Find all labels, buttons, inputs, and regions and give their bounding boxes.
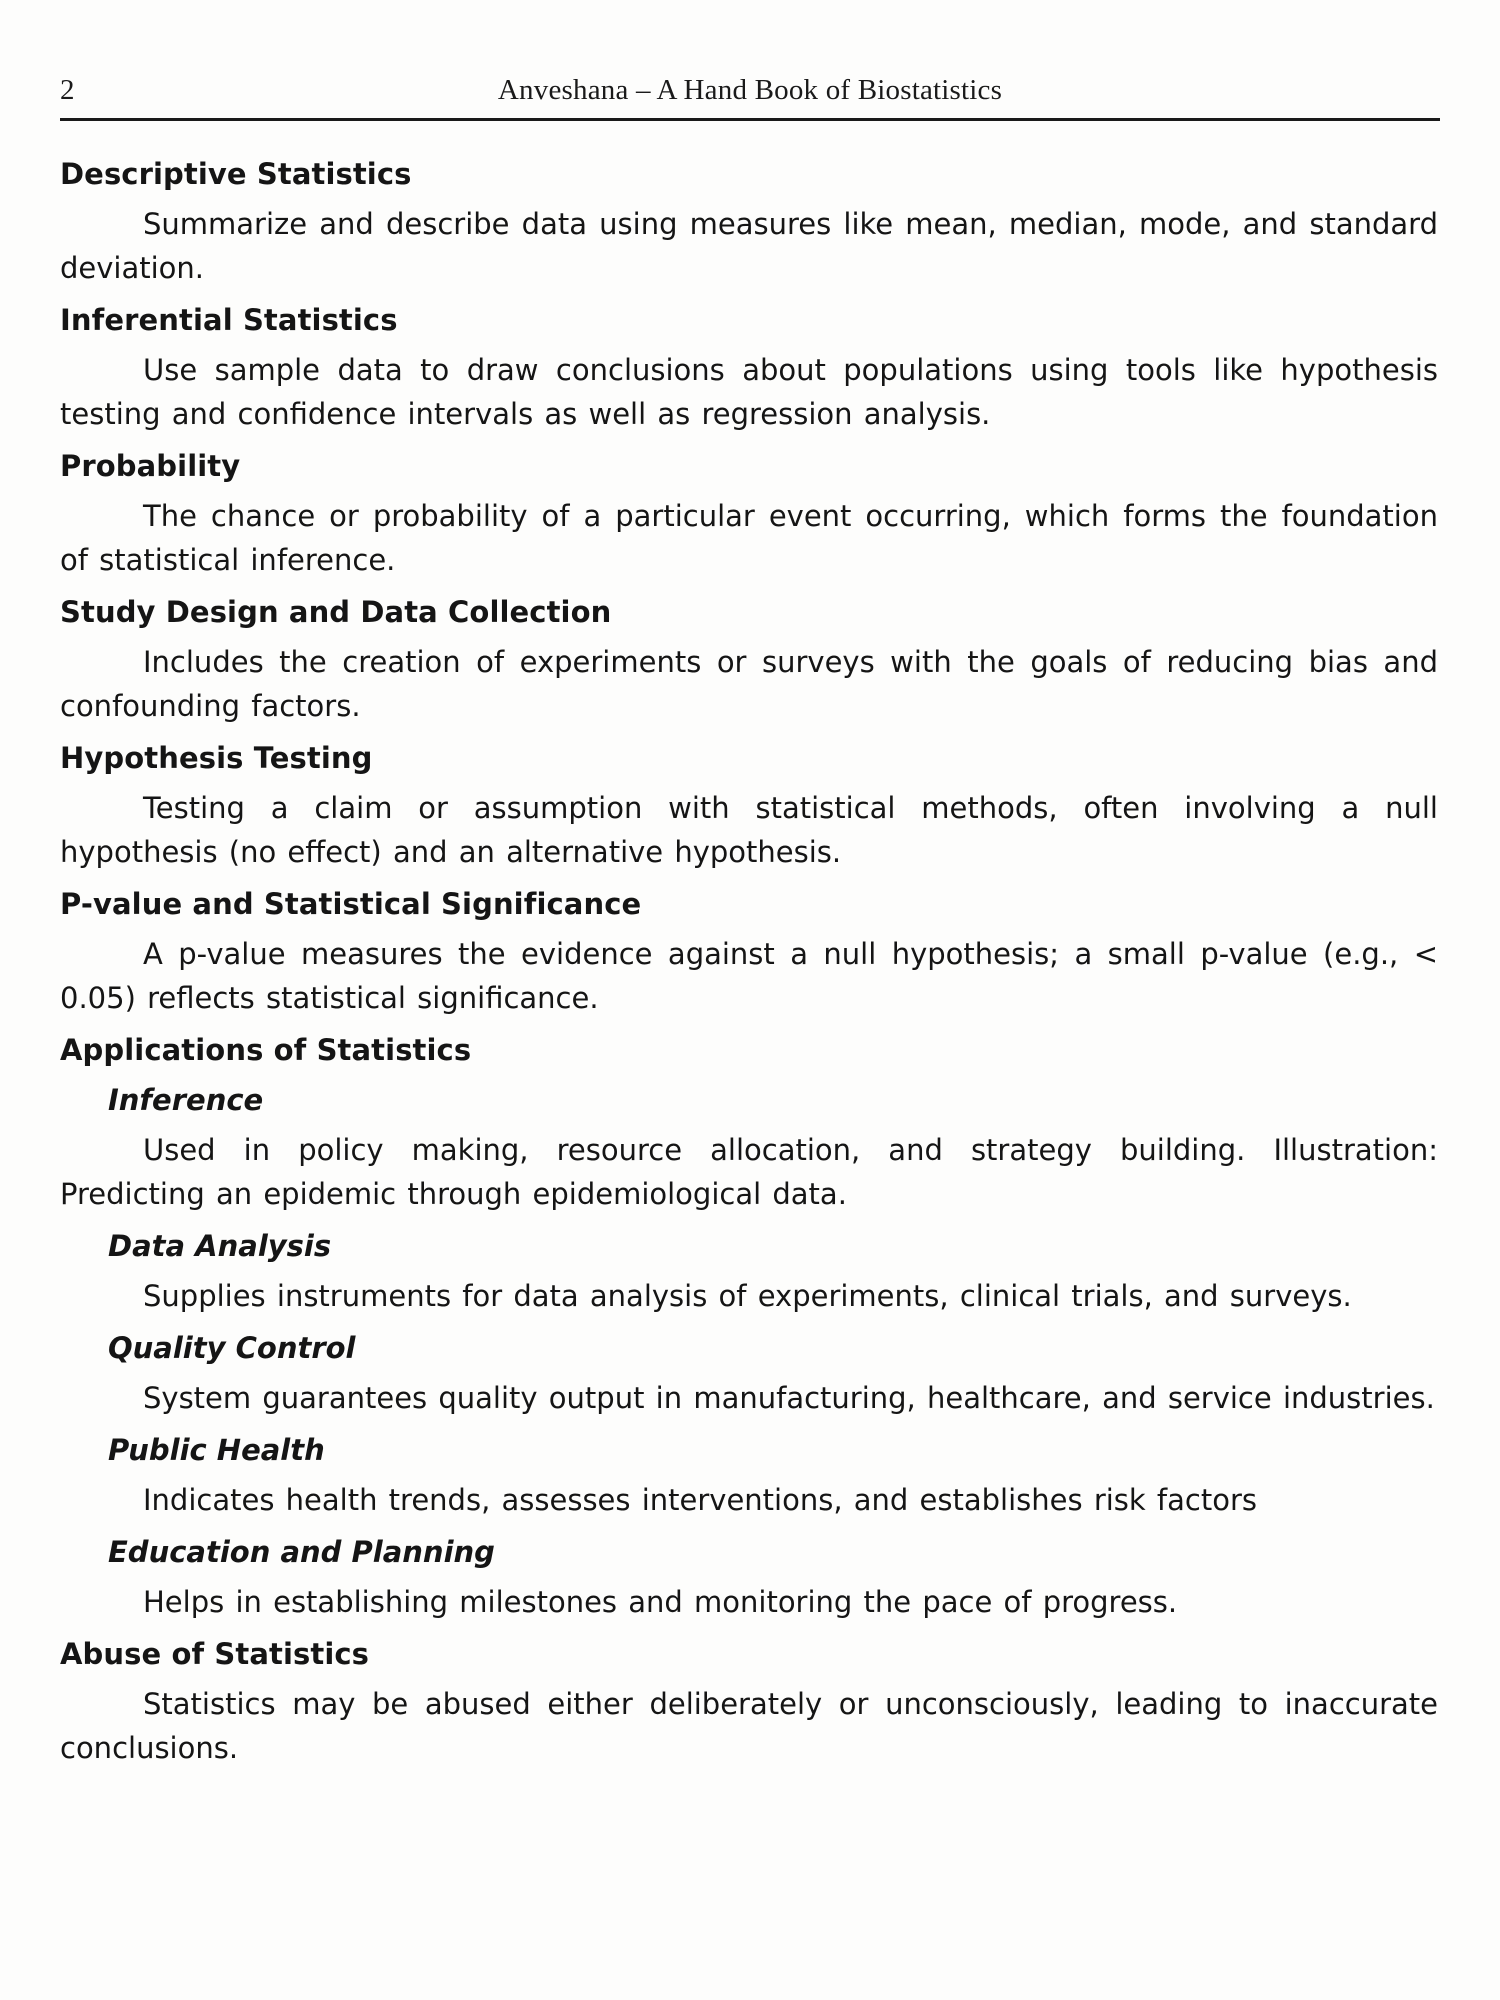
subheading-quality-control: Quality Control [108, 1331, 356, 1365]
page-number: 2 [60, 74, 75, 106]
paragraph-study-design: Includes the creation of experiments or surveys with the goals of reducing bias and confounding factors. [60, 645, 1438, 723]
heading-abuse-of-statistics: Abuse of Statistics [60, 1637, 370, 1671]
heading-probability: Probability [60, 449, 241, 483]
heading-inferential-statistics: Inferential Statistics [60, 303, 398, 337]
paragraph-p-value: A p-value measures the evidence against a null hypothesis; a small p-value (e.g., < 0.05) reflects statistical significance. [60, 937, 1438, 1015]
subheading-education-planning: Education and Planning [108, 1535, 495, 1569]
paragraph-descriptive-statistics: Summarize and describe data using measures like mean, median, mode, and standard deviation. [60, 207, 1438, 285]
paragraph-hypothesis-testing: Testing a claim or assumption with statistical methods, often involving a null hypothesis (no effect) and an alternative hypothesis. [60, 791, 1438, 869]
book-title: Anveshana – A Hand Book of Biostatistics [497, 74, 1003, 106]
heading-applications: Applications of Statistics [60, 1033, 472, 1067]
running-header [60, 74, 1440, 118]
paragraph-quality-control: System guarantees quality output in manufacturing, healthcare, and service industries. [143, 1381, 1435, 1415]
subheading-public-health: Public Health [108, 1433, 325, 1467]
subheading-inference: Inference [108, 1083, 264, 1117]
paragraph-inference: Used in policy making, resource allocation, and strategy building. Illustration: Predicting an epidemic through epidemiological data. [60, 1133, 1438, 1211]
header-rule [60, 118, 1440, 121]
heading-study-design: Study Design and Data Collection [60, 595, 612, 629]
paragraph-probability: The chance or probability of a particular event occurring, which forms the foundation of statistical inference. [60, 499, 1438, 577]
page-content [60, 152, 1438, 1778]
paragraph-public-health: Indicates health trends, assesses interventions, and establishes risk factors [143, 1483, 1257, 1517]
paragraph-education-planning: Helps in establishing milestones and monitoring the pace of progress. [143, 1585, 1178, 1619]
paragraph-abuse-of-statistics: Statistics may be abused either deliberately or unconsciously, leading to inaccurate conclusions. [60, 1687, 1438, 1765]
heading-p-value: P-value and Statistical Significance [60, 887, 642, 921]
heading-hypothesis-testing: Hypothesis Testing [60, 741, 373, 775]
subheading-data-analysis: Data Analysis [108, 1229, 332, 1263]
paragraph-inferential-statistics: Use sample data to draw conclusions about populations using tools like hypothesis testing and confidence intervals as well as regression analysis. [60, 353, 1438, 431]
heading-descriptive-statistics: Descriptive Statistics [60, 157, 412, 191]
paragraph-data-analysis: Supplies instruments for data analysis of experiments, clinical trials, and surveys. [143, 1279, 1352, 1313]
